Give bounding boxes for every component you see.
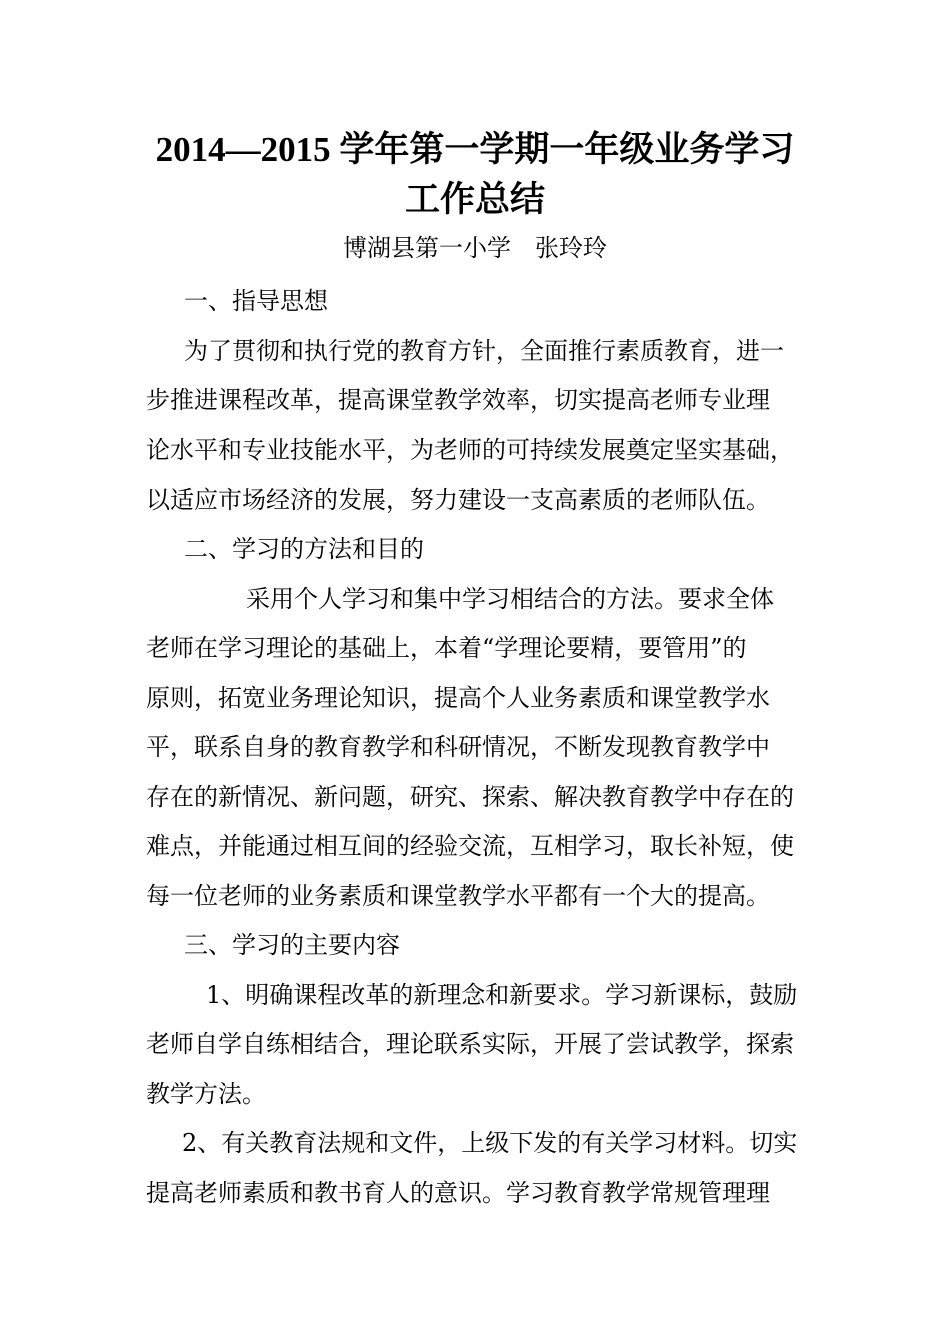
section-heading-main-content: 三、学习的主要内容 bbox=[184, 931, 400, 959]
paragraph-line: 难点，并能通过相互间的经验交流，互相学习，取长补短，使 bbox=[146, 832, 794, 860]
author-line: 博湖县第一小学 张玲玲 bbox=[343, 234, 607, 262]
list-item-line: 教学方法。 bbox=[146, 1080, 266, 1108]
paragraph-line: 采用个人学习和集中学习相结合的方法。要求全体 bbox=[246, 585, 774, 613]
list-item-line: 2、有关教育法规和文件，上级下发的有关学习材料。切实 bbox=[182, 1129, 798, 1157]
list-item-line: 老师自学自练相结合，理论联系实际，开展了尝试教学，探索 bbox=[146, 1030, 794, 1058]
paragraph-line: 步推进课程改革，提高课堂教学效率，切实提高老师专业理 bbox=[146, 386, 770, 414]
paragraph-line: 平，联系自身的教育教学和科研情况，不断发现教育教学中 bbox=[146, 733, 770, 761]
paragraph-line: 原则，拓宽业务理论知识，提高个人业务素质和课堂教学水 bbox=[146, 684, 770, 712]
section-heading-guiding-ideology: 一、指导思想 bbox=[184, 287, 328, 315]
section-heading-methods-and-goals: 二、学习的方法和目的 bbox=[184, 535, 424, 563]
paragraph-line: 存在的新情况、新问题，研究、探索、解决教育教学中存在的 bbox=[146, 783, 794, 811]
paragraph-line: 老师在学习理论的基础上，本着“学理论要精，要管用”的 bbox=[146, 634, 747, 662]
list-item-line: 提高老师素质和教书育人的意识。学习教育教学常规管理理 bbox=[146, 1179, 770, 1207]
paragraph-line: 论水平和专业技能水平，为老师的可持续发展奠定坚实基础， bbox=[146, 436, 794, 464]
paragraph-line: 以适应市场经济的发展，努力建设一支高素质的老师队伍。 bbox=[146, 486, 770, 514]
document-title-line-2: 工作总结 bbox=[404, 180, 545, 219]
paragraph-line: 为了贯彻和执行党的教育方针，全面推行素质教育，进一 bbox=[184, 337, 784, 365]
list-item-line: 1、明确课程改革的新理念和新要求。学习新课标，鼓励 bbox=[206, 981, 798, 1009]
paragraph-line: 每一位老师的业务素质和课堂教学水平都有一个大的提高。 bbox=[146, 882, 770, 910]
document-title-line-1: 2014—2015 学年第一学期一年级业务学习 bbox=[155, 130, 795, 169]
